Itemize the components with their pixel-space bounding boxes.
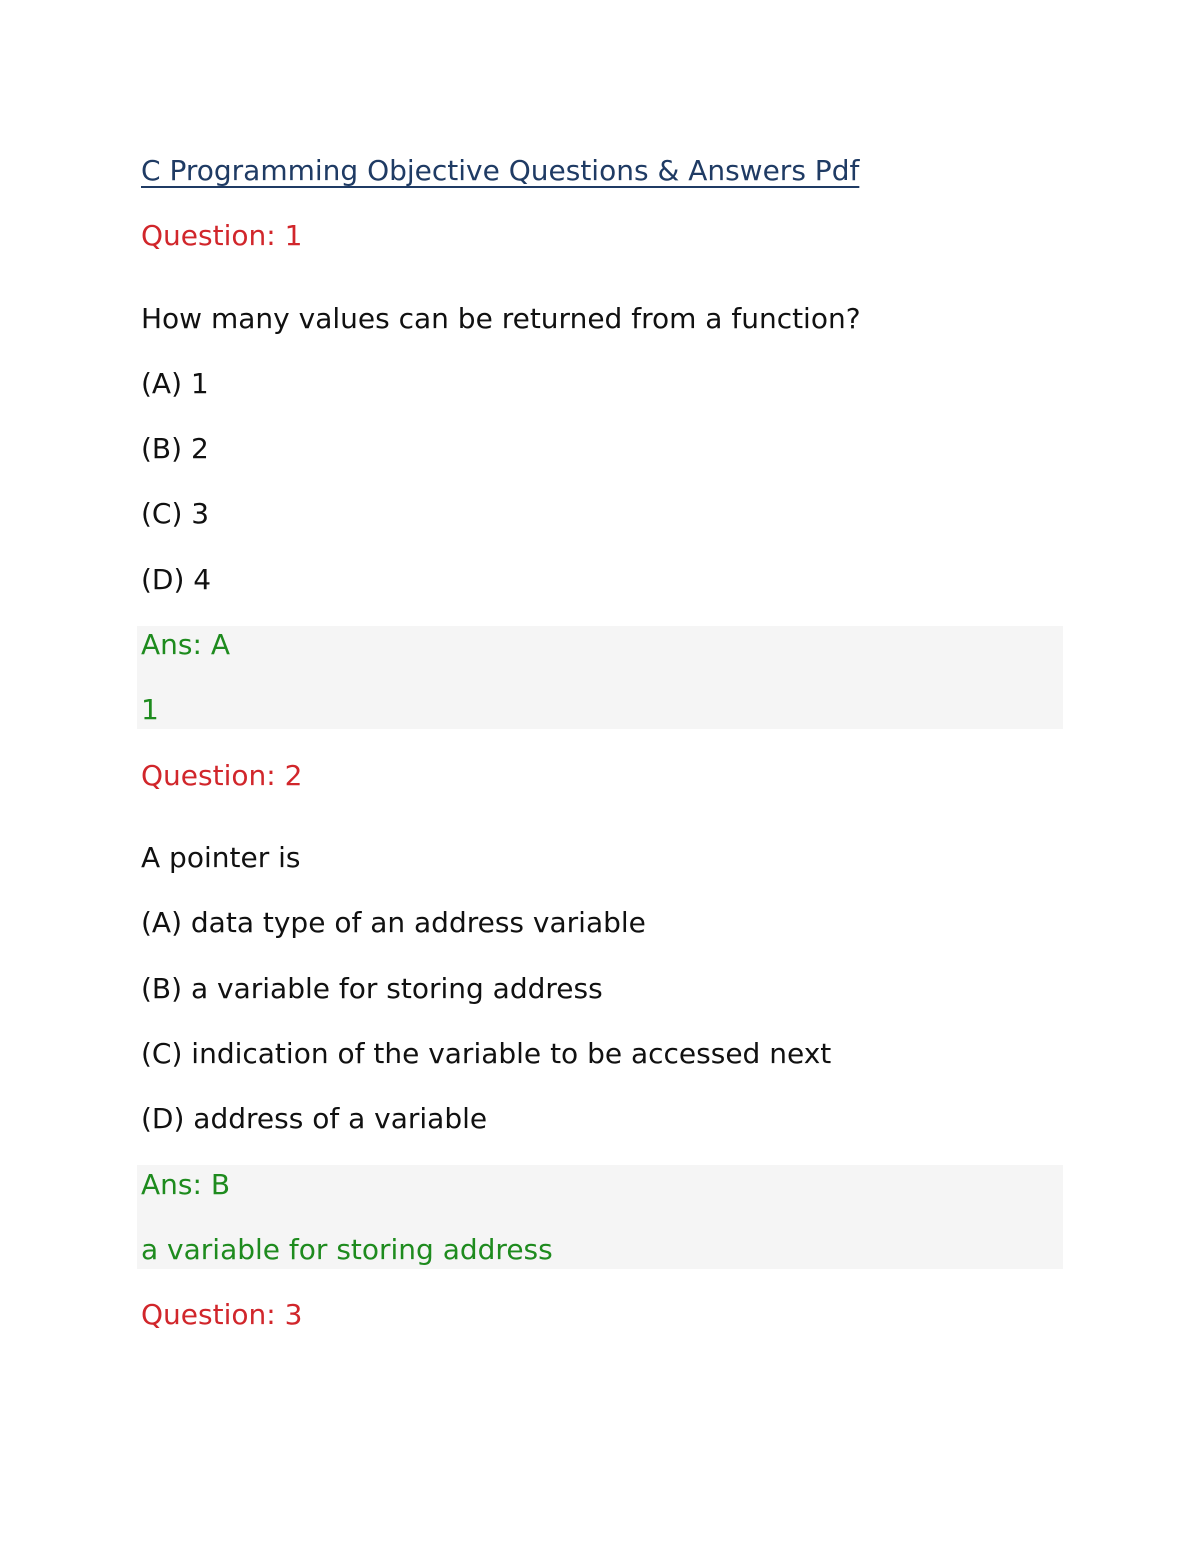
option-b: (B) a variable for storing address [141,972,603,1005]
question-heading: Question: 3 [141,1298,303,1331]
option-b: (B) 2 [141,432,209,465]
answer-text: a variable for storing address [141,1233,553,1266]
question-heading: Question: 1 [141,219,303,252]
question-text: How many values can be returned from a function? [141,302,861,335]
option-c: (C) indication of the variable to be accessed next [141,1037,832,1070]
question-text: A pointer is [141,841,301,874]
answer-label: Ans: A [141,628,230,661]
answer-text: 1 [141,693,159,726]
option-d: (D) address of a variable [141,1102,488,1135]
document-title: C Programming Objective Questions & Answers Pdf [141,154,860,187]
option-a: (A) data type of an address variable [141,906,646,939]
answer-label: Ans: B [141,1168,231,1201]
option-c: (C) 3 [141,497,210,530]
option-d: (D) 4 [141,563,212,596]
option-a: (A) 1 [141,367,209,400]
answer-box [137,626,1063,729]
question-heading: Question: 2 [141,759,303,792]
